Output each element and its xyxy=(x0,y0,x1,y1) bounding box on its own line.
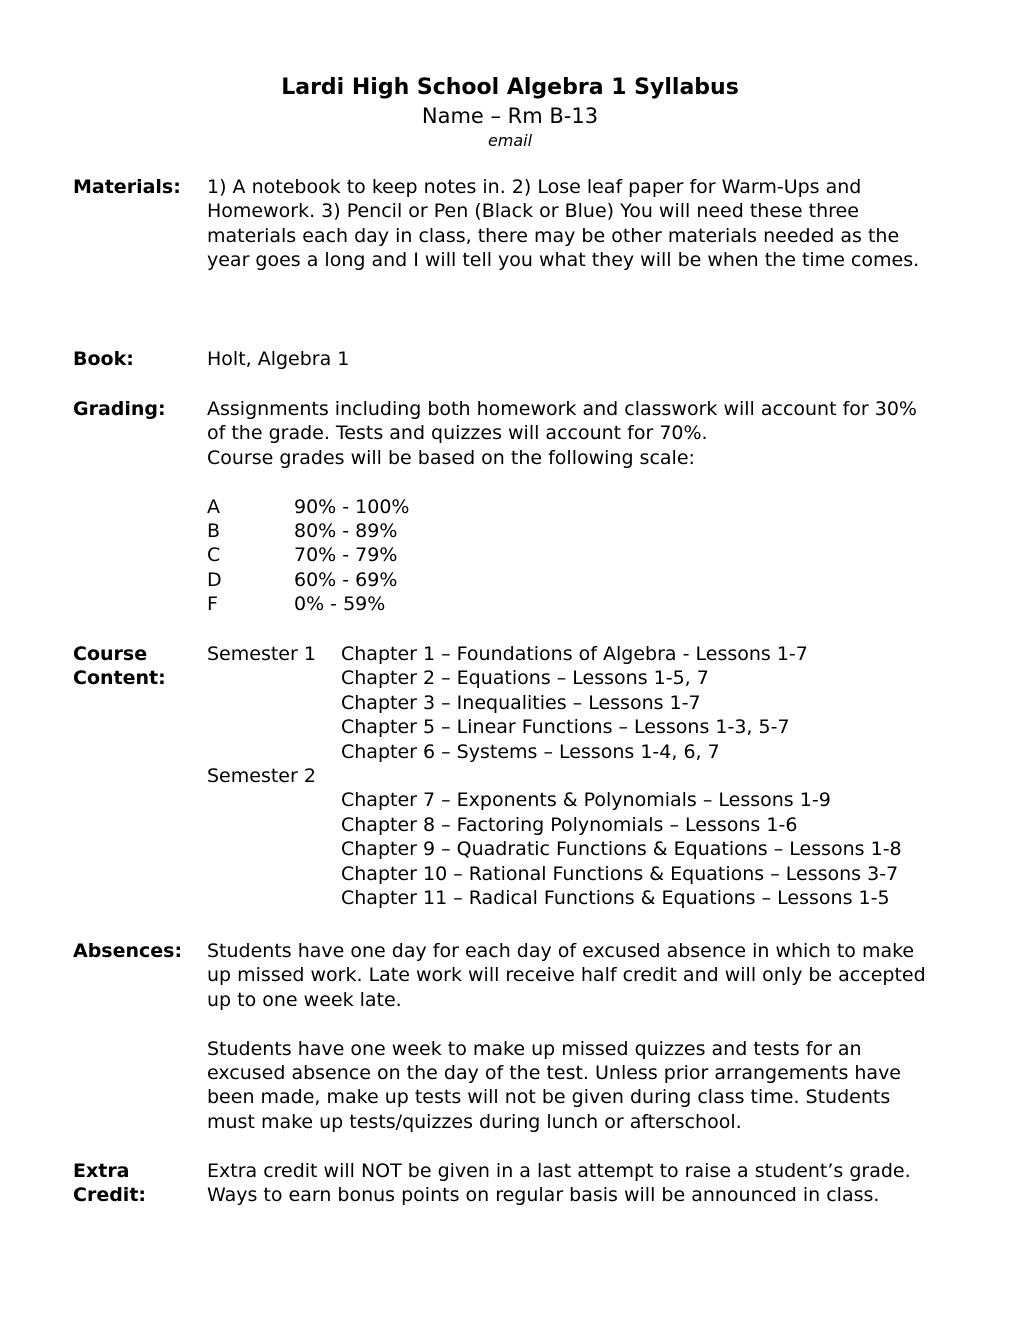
book-text: Holt, Algebra 1 xyxy=(207,348,350,370)
materials-label: Materials: xyxy=(73,176,181,198)
chapter-item: Chapter 8 – Factoring Polynomials – Lessons 1-6 xyxy=(341,813,798,836)
course-row xyxy=(207,740,967,764)
chapter-item: Chapter 3 – Inequalities – Lessons 1-7 xyxy=(341,691,701,714)
grade-letter: D xyxy=(207,568,222,591)
course-row xyxy=(207,837,967,861)
chapter-item: Chapter 9 – Quadratic Functions & Equations – Lessons 1-8 xyxy=(341,838,902,861)
chapter-item: Chapter 10 – Rational Functions & Equations – Lessons 3-7 xyxy=(341,862,899,885)
grade-row xyxy=(207,592,917,616)
semester-2-label: Semester 2 xyxy=(207,765,316,788)
grade-letter: F xyxy=(207,593,218,616)
course-row xyxy=(207,691,967,715)
teacher-room: Name – Rm B-13 xyxy=(421,104,599,128)
extra-credit-label-line1: Extra xyxy=(73,1160,130,1182)
course-row xyxy=(207,862,967,886)
extra-credit-text-2: Ways to earn bonus points on regular basis will be announced in class. xyxy=(207,1184,880,1207)
materials-text: 1) A notebook to keep notes in. 2) Lose leaf paper for Warm-Ups and Homework. 3) Pencil or Pen (Black or Blue) You will need these three materials each day in class, there may be other materials needed as the year goes a long and I will tell you what they will be when the time comes. xyxy=(207,176,920,272)
course-label-line1: Course xyxy=(73,643,148,665)
extra-credit-label xyxy=(73,1159,203,1208)
chapter-item: Chapter 5 – Linear Functions – Lessons 1-3, 5-7 xyxy=(341,716,790,739)
course-row xyxy=(207,886,967,910)
grade-letter: C xyxy=(207,544,221,567)
grade-row xyxy=(207,519,917,543)
grade-range: 70% - 79% xyxy=(294,544,398,567)
course-row xyxy=(207,788,967,812)
grading-scale-intro: Course grades will be based on the following scale: xyxy=(207,446,695,469)
semester-1-label: Semester 1 xyxy=(207,643,316,665)
book-label: Book: xyxy=(73,348,134,370)
extra-credit-label-line2: Credit: xyxy=(73,1184,146,1207)
course-content-label xyxy=(73,642,203,691)
extra-credit-text-1: Extra credit will NOT be given in a last attempt to raise a student’s grade. xyxy=(207,1160,911,1182)
chapter-item: Chapter 11 – Radical Functions & Equations – Lessons 1-5 xyxy=(341,887,890,910)
grade-range: 0% - 59% xyxy=(294,593,386,616)
grading-text: Assignments including both homework and classwork will account for 30% of the grade. Tests and quizzes will account for 70%. xyxy=(207,398,917,445)
page-title: Lardi High School Algebra 1 Syllabus xyxy=(281,75,739,100)
course-row xyxy=(207,666,967,690)
absences-text-2: Students have one week to make up missed quizzes and tests for an excused absence on the day of the test. Unless prior arrangements have been made, make up tests will not be given during class time. Students must make up tests/quizzes during lunch or afterschool. xyxy=(207,1037,902,1133)
teacher-email: email xyxy=(487,131,533,150)
course-row xyxy=(207,642,967,666)
course-row xyxy=(207,715,967,739)
grade-row xyxy=(207,543,917,567)
grade-letter: B xyxy=(207,520,221,543)
chapter-item: Chapter 7 – Exponents & Polynomials – Lessons 1-9 xyxy=(341,789,831,812)
absences-text-1: Students have one day for each day of excused absence in which to make up missed work. Late work will receive half credit and will only be accepted up to one week late. xyxy=(207,940,926,1011)
grade-row xyxy=(207,495,917,519)
grade-range: 60% - 69% xyxy=(294,568,398,591)
course-row xyxy=(207,813,967,837)
grade-row xyxy=(207,568,917,592)
chapter-item: Chapter 2 – Equations – Lessons 1-5, 7 xyxy=(341,667,709,690)
chapter-item: Chapter 1 – Foundations of Algebra - Lessons 1-7 xyxy=(341,643,808,665)
grade-range: 80% - 89% xyxy=(294,520,398,543)
course-row xyxy=(207,764,967,788)
grade-range: 90% - 100% xyxy=(294,495,410,518)
absences-label: Absences: xyxy=(73,940,183,962)
grading-label: Grading: xyxy=(73,398,166,420)
chapter-item: Chapter 6 – Systems – Lessons 1-4, 6, 7 xyxy=(341,740,720,763)
course-label-line2: Content: xyxy=(73,667,166,690)
grade-letter: A xyxy=(207,495,220,518)
